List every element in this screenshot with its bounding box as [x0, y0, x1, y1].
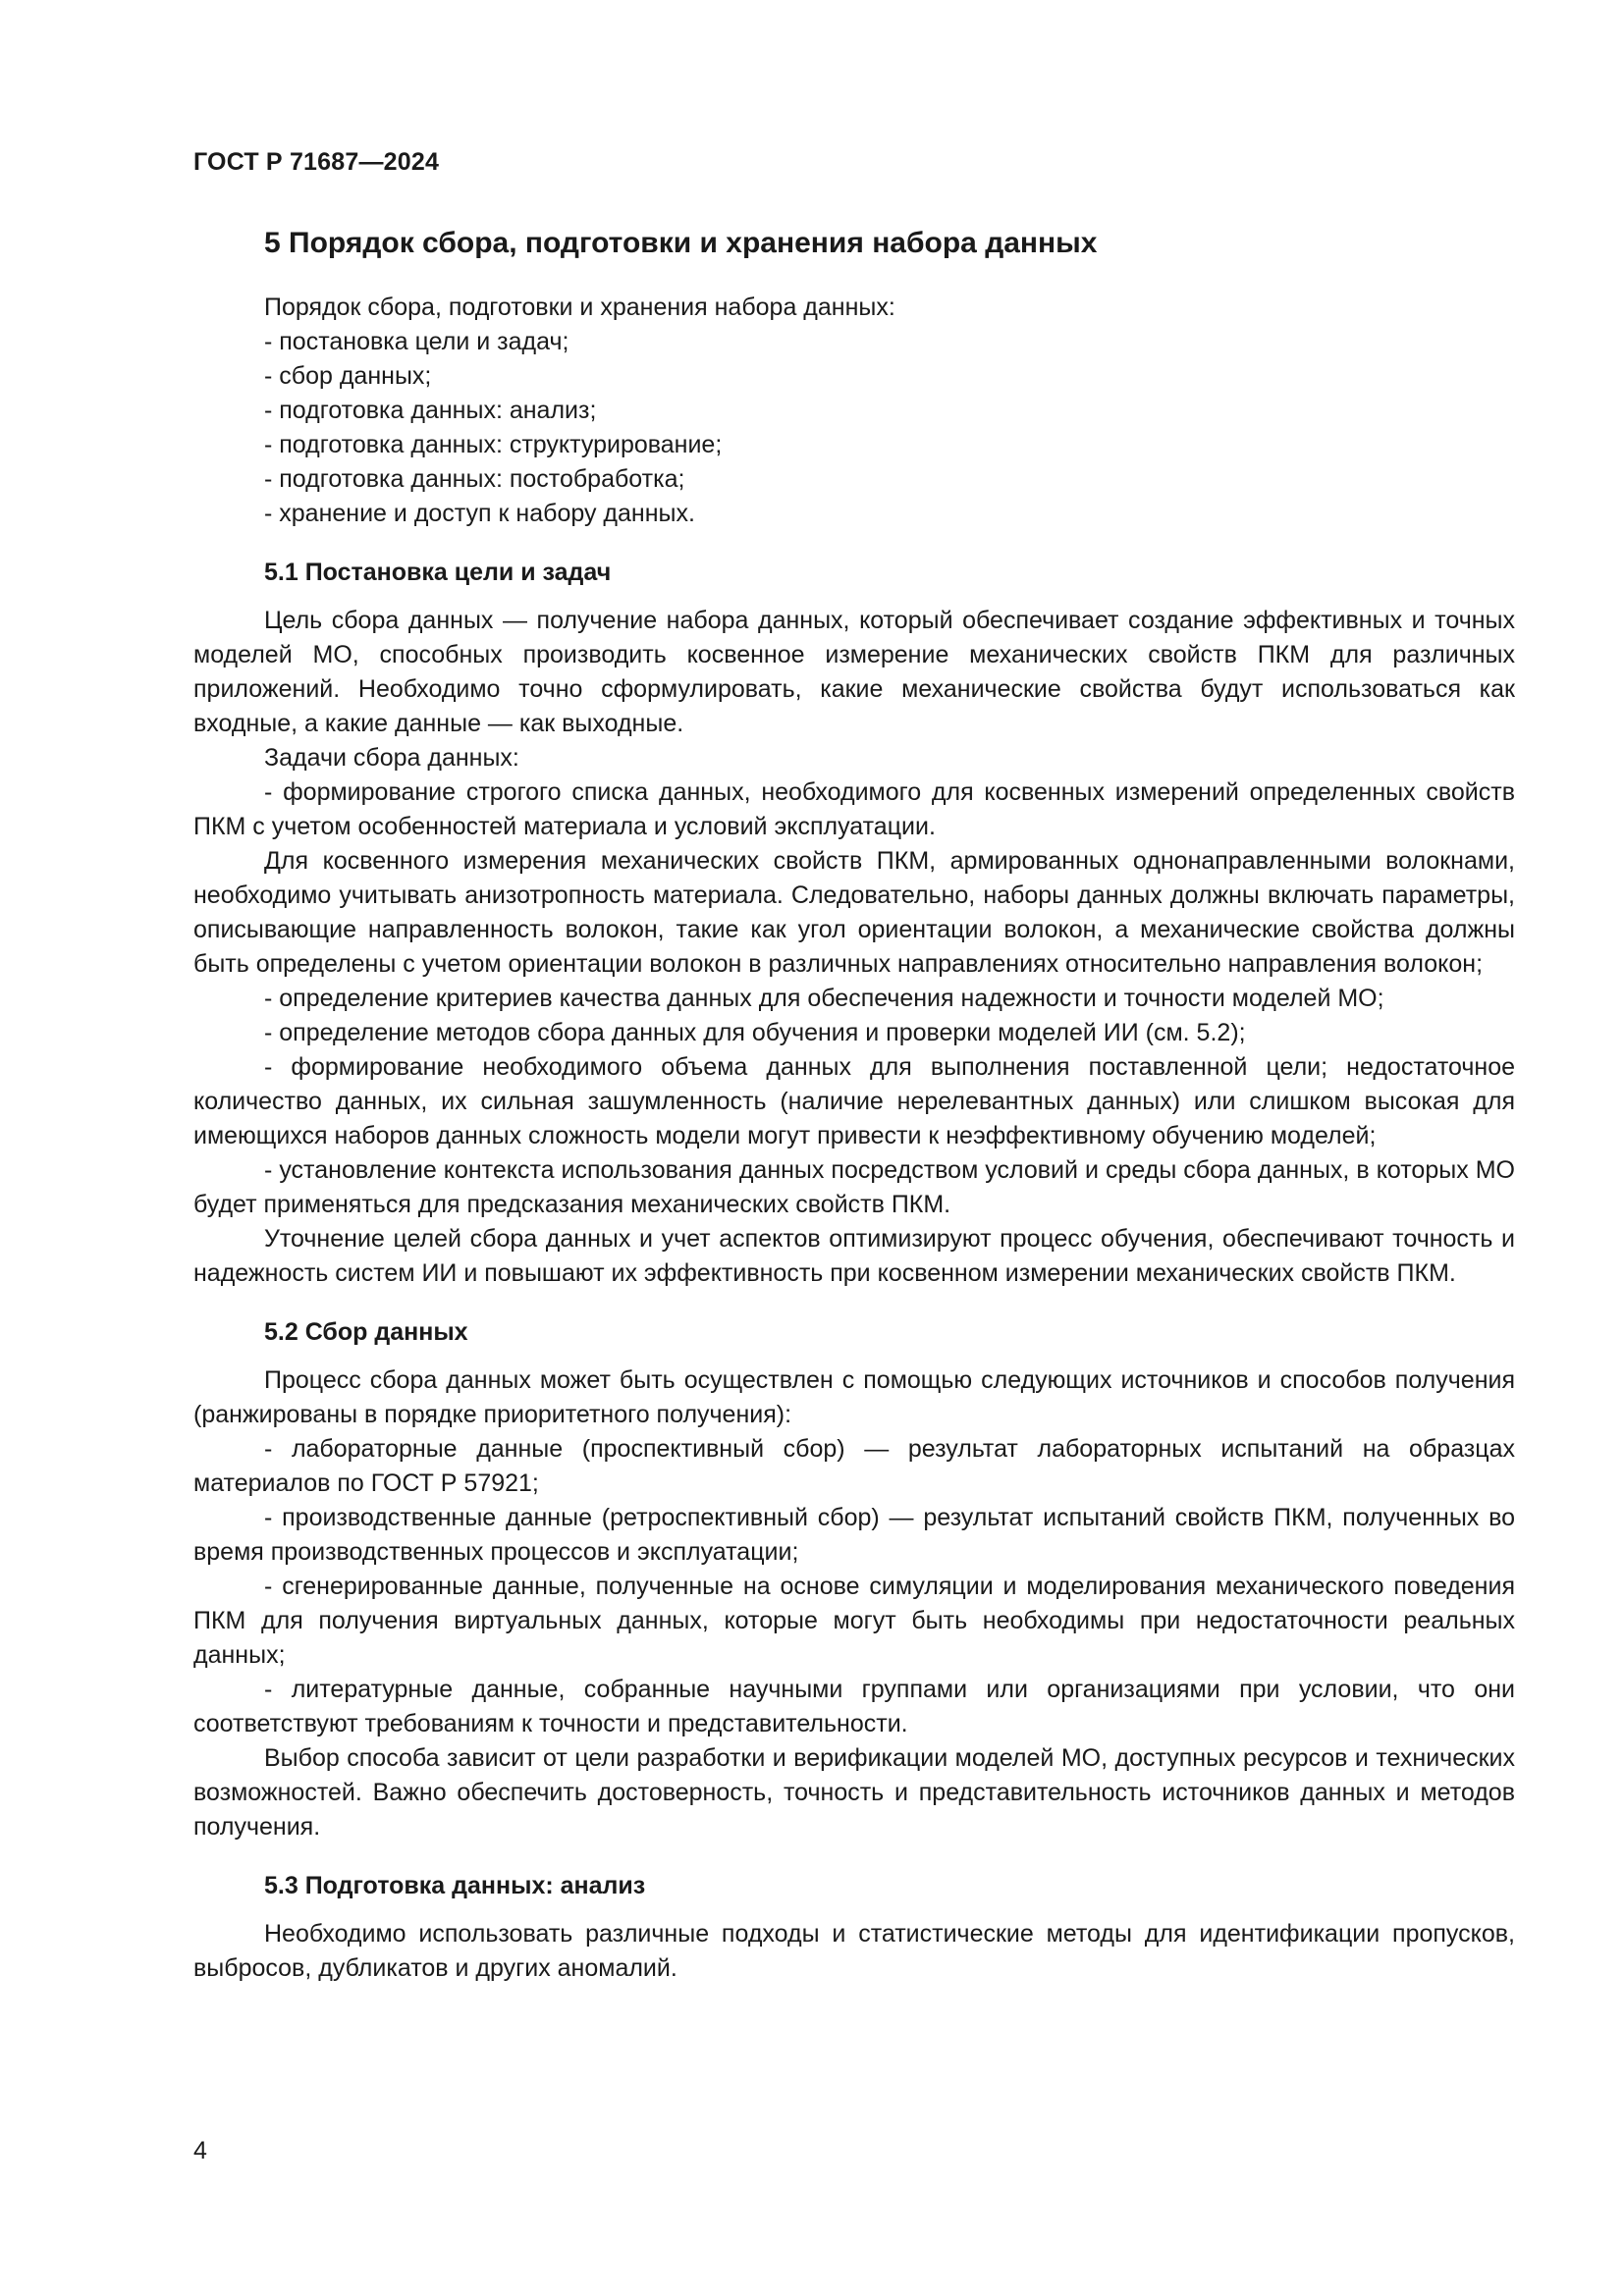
list-item: - постановка цели и задач;	[264, 328, 569, 355]
paragraph: Для косвенного измерения механических свойств ПКМ, армированных однонаправленными волокнами, необходимо учитывать анизотропность материала. Следовательно, наборы данных должны включать параметры, описывающие направленность волокон, такие как угол ориентации волокон, а механические свойства должны быть определены с учетом ориентации волокон в различных направлениях относительно направления волокон;	[193, 847, 1515, 978]
list-item: - подготовка данных: постобработка;	[264, 465, 685, 493]
section-5-list	[193, 325, 1515, 531]
paragraph: - формирование строгого списка данных, необходимого для косвенных измерений определенных свойств ПКМ с учетом особенностей материала и условий эксплуатации.	[193, 778, 1515, 840]
paragraph: Задачи сбора данных:	[264, 744, 519, 772]
paragraph: - литературные данные, собранные научными группами или организациями при условии, что они соответствуют требованиям к точности и представительности.	[193, 1676, 1515, 1737]
page-number: 4	[193, 2137, 207, 2164]
paragraph: - сгенерированные данные, полученные на основе симуляции и моделирования механического поведения ПКМ для получения виртуальных данных, которые могут быть необходимы при недостаточности реальных данных;	[193, 1573, 1515, 1669]
list-item: - хранение и доступ к набору данных.	[264, 500, 695, 527]
paragraph: Цель сбора данных — получение набора данных, который обеспечивает создание эффективных и точных моделей МО, способных производить косвенное измерение механических свойств ПКМ для различных приложений. Необходимо точно сформулировать, какие механические свойства будут использоваться как входные, а какие данные — как выходные.	[193, 607, 1515, 737]
list-item: - подготовка данных: анализ;	[264, 397, 597, 424]
paragraph: Уточнение целей сбора данных и учет аспектов оптимизируют процесс обучения, обеспечивают точность и надежность систем ИИ и повышают их эффективность при косвенном измерении механических свойств ПКМ.	[193, 1225, 1515, 1287]
paragraph: Выбор способа зависит от цели разработки и верификации моделей МО, доступных ресурсов и технических возможностей. Важно обеспечить достоверность, точность и представительность источников данных и методов получения.	[193, 1744, 1515, 1841]
paragraph: Необходимо использовать различные подходы и статистические методы для идентификации пропусков, выбросов, дубликатов и других аномалий.	[193, 1920, 1515, 1982]
section-5-3-heading: 5.3 Подготовка данных: анализ	[264, 1872, 646, 1899]
section-5-2-heading: 5.2 Сбор данных	[264, 1318, 468, 1346]
paragraph: - определение критериев качества данных для обеспечения надежности и точности моделей МО;	[264, 985, 1384, 1012]
list-item: - сбор данных;	[264, 362, 432, 390]
paragraph: Процесс сбора данных может быть осуществлен с помощью следующих источников и способов получения (ранжированы в порядке приоритетного получения):	[193, 1366, 1515, 1428]
section-5-1-heading: 5.1 Постановка цели и задач	[264, 559, 612, 586]
paragraph: - установление контекста использования данных посредством условий и среды сбора данных, в которых МО будет применяться для предсказания механических свойств ПКМ.	[193, 1156, 1515, 1218]
list-item: - подготовка данных: структурирование;	[264, 431, 723, 458]
paragraph: - определение методов сбора данных для обучения и проверки моделей ИИ (см. 5.2);	[264, 1019, 1246, 1046]
paragraph: - производственные данные (ретроспективный сбор) — результат испытаний свойств ПКМ, полученных во время производственных процессов и эксплуатации;	[193, 1504, 1515, 1566]
paragraph: - лабораторные данные (проспективный сбор) — результат лабораторных испытаний на образцах материалов по ГОСТ Р 57921;	[193, 1435, 1515, 1497]
page-content	[193, 224, 1515, 1986]
section-5-heading: 5 Порядок сбора, подготовки и хранения набора данных	[264, 227, 1098, 259]
paragraph: - формирование необходимого объема данных для выполнения поставленной цели; недостаточное количество данных, их сильная зашумленность (наличие нерелевантных данных) или слишком высокая для имеющихся наборов данных сложность модели могут привести к неэффективному обучению моделей;	[193, 1053, 1515, 1149]
document-code: ГОСТ Р 71687—2024	[193, 148, 440, 176]
section-5-intro: Порядок сбора, подготовки и хранения набора данных:	[264, 294, 895, 321]
